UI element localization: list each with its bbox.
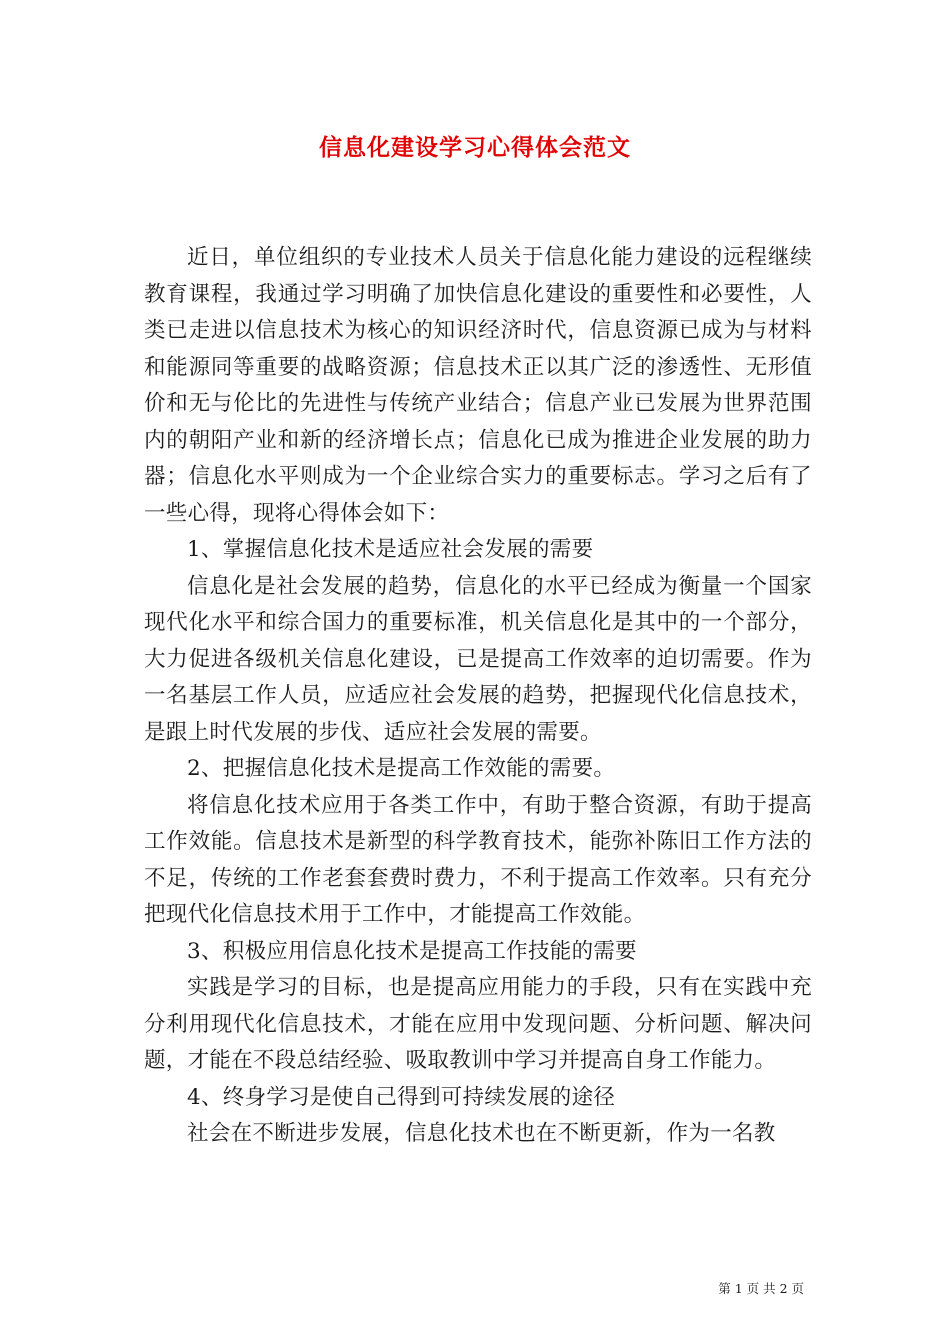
page-indicator: 第 1 页 共 2 页: [718, 1281, 804, 1296]
section-paragraph-4: 社会在不断进步发展，信息化技术也在不断更新，作为一名教: [187, 1121, 776, 1146]
section-paragraph-1: 信息化是社会发展的趋势，信息化的水平已经成为衡量一个国家现代化水平和综合国力的重要标准，机关信息化是其中的一个部分，大力促进各级机关信息化建设，已是提高工作效率的迫切需要。作为一名基层工作人员，应适应社会发展的趋势，把握现代化信息技术，是跟上时代发展的步伐、适应社会发展的需要。: [144, 573, 812, 745]
section-paragraph-2: 将信息化技术应用于各类工作中，有助于整合资源，有助于提高工作效能。信息技术是新型的科学教育技术，能弥补陈旧工作方法的不足，传统的工作老套套费时费力，不利于提高工作效率。只有充分把现代化信息技术用于工作中，才能提高工作效能。: [144, 792, 812, 927]
section-heading-4: 4、终身学习是使自己得到可持续发展的途径: [187, 1084, 616, 1110]
document-title: 信息化建设学习心得体会范文: [319, 134, 631, 161]
intro-paragraph: 近日，单位组织的专业技术人员关于信息化能力建设的远程继续教育课程，我通过学习明确了加快信息化建设的重要性和必要性，人类已走进以信息技术为核心的知识经济时代，信息资源已成为与材料和能源同等重要的战略资源；信息技术正以其广泛的渗透性、无形值价和无与伦比的先进性与传统产业结合；信息产业已发展为世界范围内的朝阳产业和新的经济增长点；信息化已成为推进企业发展的助力器；信息化水平则成为一个企业综合实力的重要标志。学习之后有了一些心得，现将心得体会如下：: [144, 245, 812, 526]
section-paragraph-3: 实践是学习的目标，也是提高应用能力的手段，只有在实践中充分利用现代化信息技术，才能在应用中发现问题、分析问题、解决问题，才能在不段总结经验、吸取教训中学习并提高自身工作能力。: [144, 975, 812, 1073]
section-heading-2: 2、把握信息化技术是提高工作效能的需要。: [187, 756, 616, 781]
section-heading-3: 3、积极应用信息化技术是提高工作技能的需要: [187, 938, 637, 964]
section-heading-1: 1、掌握信息化技术是适应社会发展的需要: [187, 537, 594, 562]
document-body: [144, 240, 812, 1153]
